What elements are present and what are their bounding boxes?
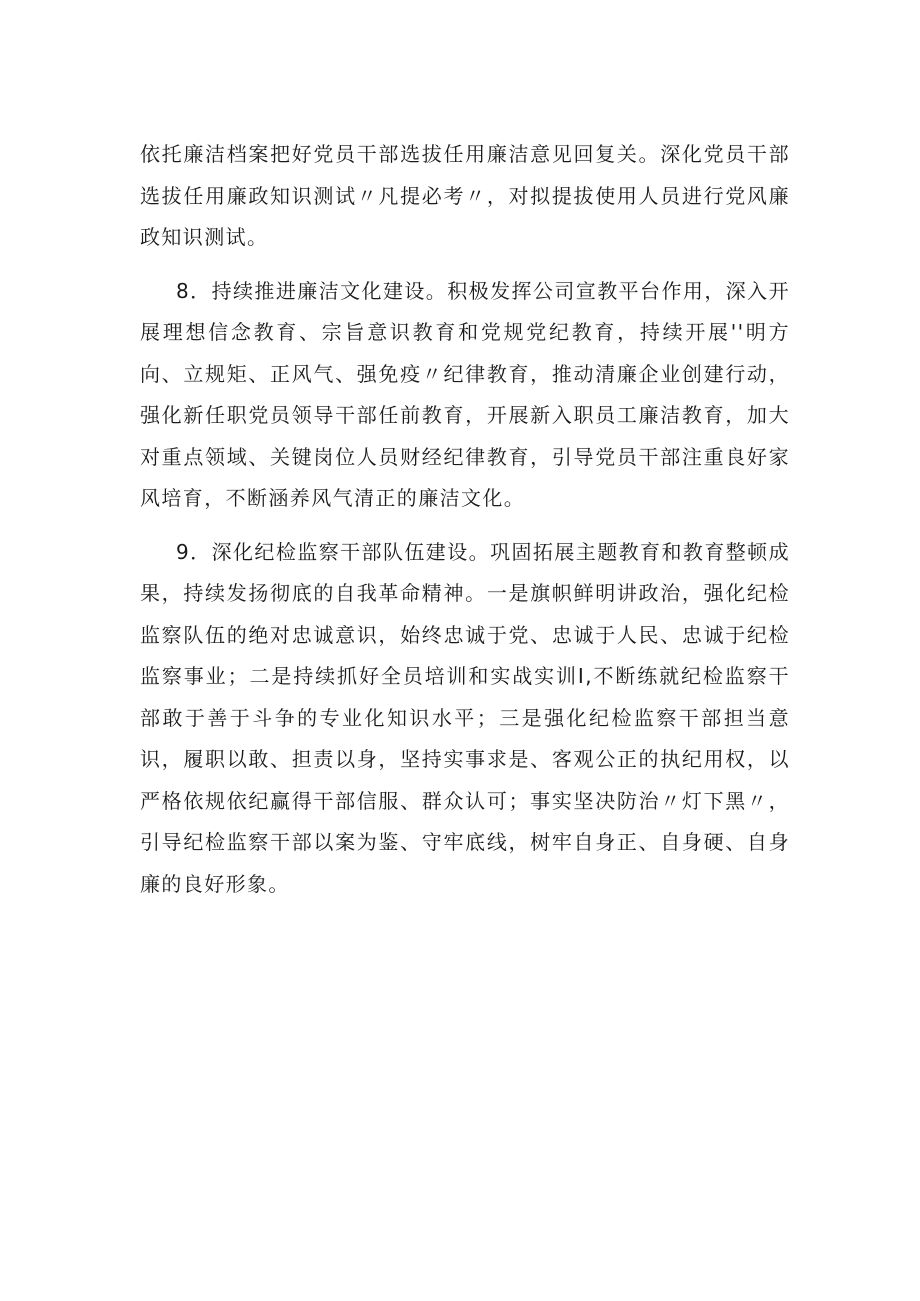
paragraph-item-8: 8．持续推进廉洁文化建设。积极发挥公司宣教平台作用，深入开展理想信念教育、宗旨意识教育和党规党纪教育，持续开展''明方向、立规矩、正风气、强免疫〃纪律教育，推动清廉企业创建行动，强化新任职党员领导干部任前教育，开展新入职员工廉洁教育，加大对重点领域、关键岗位人员财经纪律教育，引导党员干部注重良好家风培育，不断涵养风气清正的廉洁文化。 — [140, 278, 790, 510]
paragraph-continuation: 依托廉洁档案把好党员干部选拔任用廉洁意见回复关。深化党员干部选拔任用廉政知识测试〃凡提必考〃，对拟提拔使用人员进行党风廉政知识测试。 — [140, 142, 790, 249]
document-body — [140, 134, 790, 905]
paragraph-item-9: 9．深化纪检监察干部队伍建设。巩固拓展主题教育和教育整顿成果，持续发扬彻底的自我革命精神。一是旗帜鲜明讲政治，强化纪检监察队伍的绝对忠诚意识，始终忠诚于党、忠诚于人民、忠诚于纪检监察事业；二是持续抓好全员培训和实战实训I,不断练就纪检监察干部敢于善于斗争的专业化知识水平；三是强化纪检监察干部担当意识，履职以敢、担责以身，坚持实事求是、客观公正的执纪用权，以严格依规依纪赢得干部信服、群众认可；事实坚决防治〃灯下黑〃，引导纪检监察干部以案为鉴、守牢底线，树牢自身正、自身硬、自身廉的良好形象。 — [140, 539, 790, 896]
